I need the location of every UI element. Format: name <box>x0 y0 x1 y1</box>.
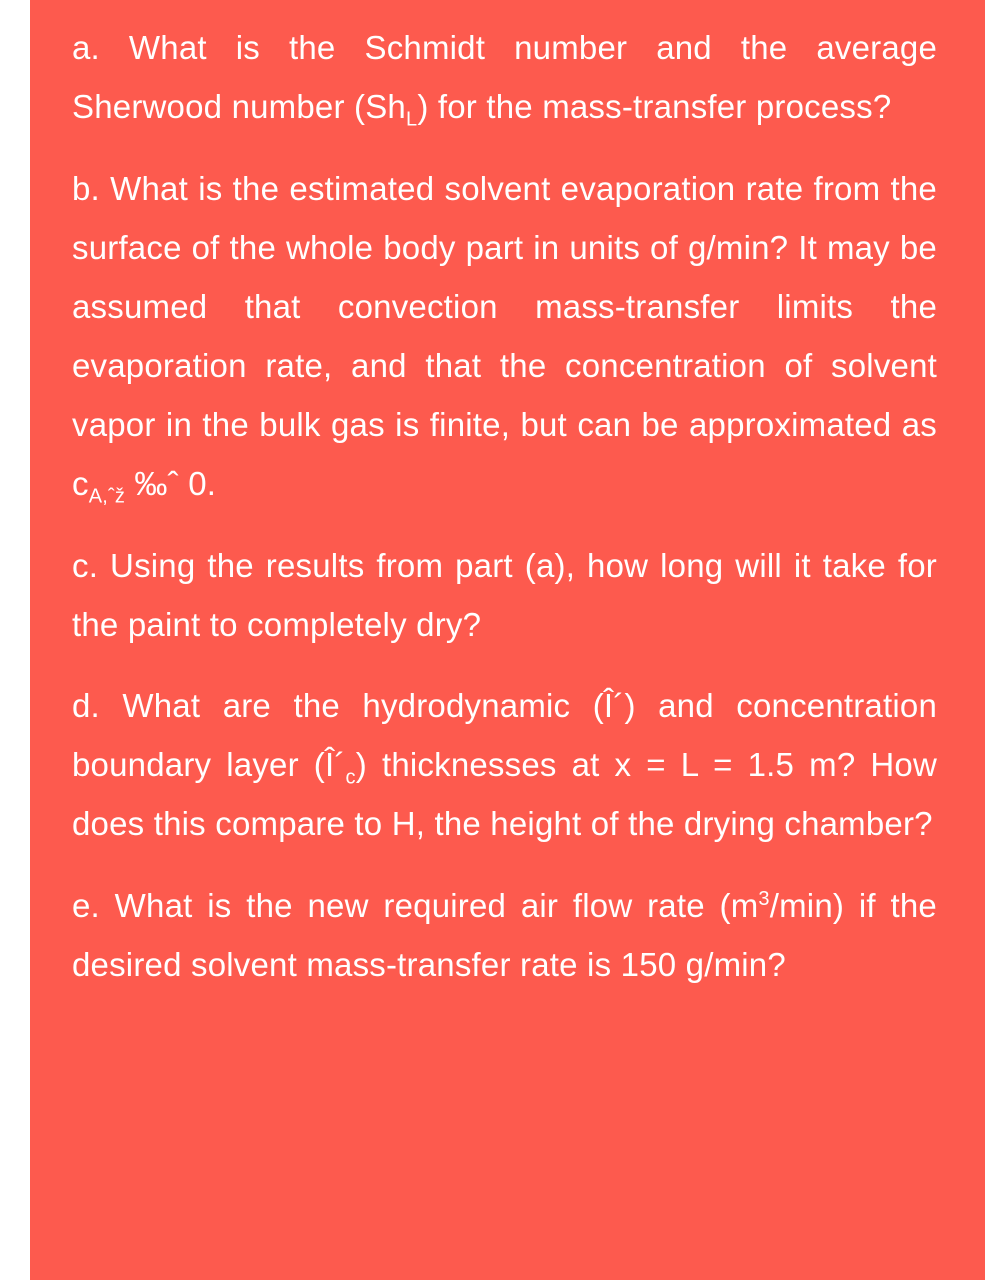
question-d-subscript: c <box>345 766 356 789</box>
concentration-symbol-base: c <box>72 465 89 502</box>
concentration-symbol-subscript: A,ˆž <box>88 485 126 508</box>
question-a <box>72 18 937 136</box>
question-d <box>72 676 937 853</box>
concentration-symbol <box>72 465 217 508</box>
concentration-symbol-rest: ‰ˆ 0. <box>125 465 217 502</box>
question-c <box>72 536 937 654</box>
question-d-text-start: d. What are the hydrodynamic (Î´) and concentration boundary layer (Î´ <box>72 687 937 783</box>
question-d-text-end: ) thicknesses at x = L = 1.5 m? How does this compare to H, the height of the drying chamber? <box>72 746 938 842</box>
question-e-text-start: e. What is the new required air flow rate (m <box>72 887 759 924</box>
question-card <box>30 0 985 1280</box>
question-e <box>72 876 937 994</box>
question-c-text: c. Using the results from part (a), how long will it take for the paint to completely dry? <box>72 547 937 643</box>
question-a-subscript: L <box>405 108 418 131</box>
question-b-text: b. What is the estimated solvent evaporation rate from the surface of the whole body part in units of g/min? It may be assumed that convection mass-transfer limits the evaporation rate, and that the concentration of solvent vapor in the bulk gas is finite, but can be approximated as <box>72 170 937 443</box>
question-b <box>72 159 937 513</box>
question-e-text-end: /min) if the desired solvent mass-transfer rate is 150 g/min? <box>72 887 937 983</box>
question-a-text-end: ) for the mass-transfer process? <box>417 88 892 125</box>
question-a-text-start: a. What is the Schmidt number and the average Sherwood number (Sh <box>72 29 937 125</box>
question-e-superscript: 3 <box>758 888 770 910</box>
